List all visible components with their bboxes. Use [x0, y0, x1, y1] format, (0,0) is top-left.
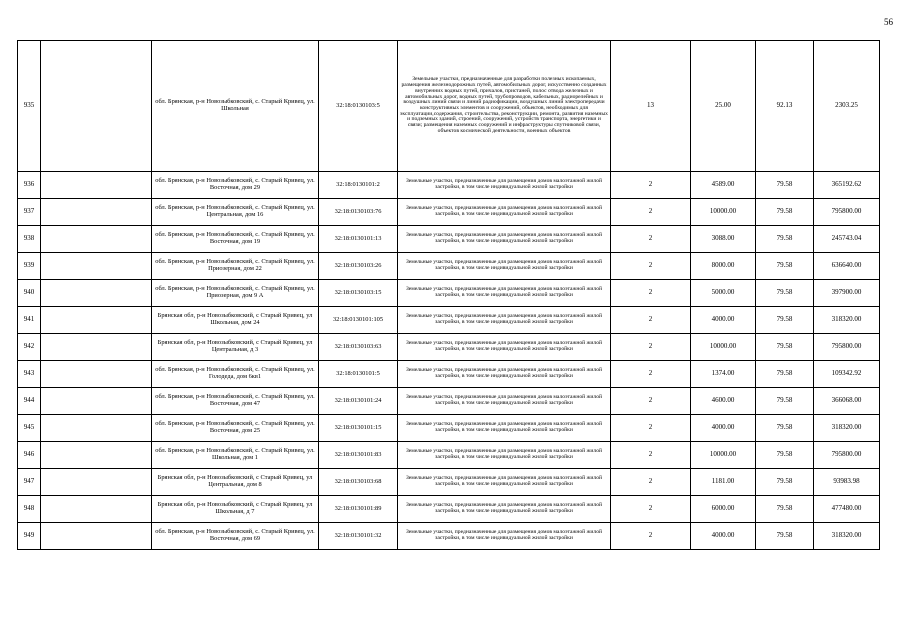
group-code-cell: 2	[611, 226, 691, 253]
row-number: 944	[18, 388, 41, 415]
group-code-cell: 2	[611, 334, 691, 361]
table-row	[18, 496, 880, 523]
table-row	[18, 172, 880, 199]
cadastral-number-cell: 32:18:0130103:15	[319, 280, 398, 307]
blank-cell	[41, 334, 152, 361]
row-number: 940	[18, 280, 41, 307]
land-use-cell: Земельные участки, предназначенные для размещения домов малоэтажной жилой застройки, в том числе индивидуальной жилой застройки	[398, 388, 611, 415]
address-cell: обл. Брянская, р-н Новозыбковский, с. Старый Кривец, ул. Восточная, дом 25	[152, 415, 319, 442]
row-number: 943	[18, 361, 41, 388]
address-cell: обл. Брянская, р-н Новозыбковский, с. Старый Кривец, ул. Восточная, дом 29	[152, 172, 319, 199]
row-number: 942	[18, 334, 41, 361]
blank-cell	[41, 496, 152, 523]
land-use-cell: Земельные участки, предназначенные для размещения домов малоэтажной жилой застройки, в том числе индивидуальной жилой застройки	[398, 307, 611, 334]
table-row	[18, 307, 880, 334]
land-use-cell: Земельные участки, предназначенные для размещения домов малоэтажной жилой застройки, в том числе индивидуальной жилой застройки	[398, 415, 611, 442]
row-number: 937	[18, 199, 41, 226]
table-row	[18, 388, 880, 415]
area-cell: 4000.00	[691, 415, 756, 442]
table-row	[18, 334, 880, 361]
area-cell: 4000.00	[691, 307, 756, 334]
row-number: 948	[18, 496, 41, 523]
land-use-cell: Земельные участки, предназначенные для размещения домов малоэтажной жилой застройки, в том числе индивидуальной жилой застройки	[398, 280, 611, 307]
row-number: 949	[18, 523, 41, 550]
specific-value-cell: 79.58	[756, 496, 814, 523]
row-number: 946	[18, 442, 41, 469]
group-code-cell: 2	[611, 388, 691, 415]
area-cell: 10000.00	[691, 442, 756, 469]
cadastral-number-cell: 32:18:0130101:15	[319, 415, 398, 442]
table-row	[18, 199, 880, 226]
blank-cell	[41, 172, 152, 199]
specific-value-cell: 79.58	[756, 388, 814, 415]
land-use-cell: Земельные участки, предназначенные для размещения домов малоэтажной жилой застройки, в том числе индивидуальной жилой застройки	[398, 496, 611, 523]
table-row	[18, 523, 880, 550]
address-cell: обл. Брянская, р-н Новозыбковский, с. Старый Кривец, ул. Школьная	[152, 41, 319, 172]
cadastral-number-cell: 32:18:0130101:2	[319, 172, 398, 199]
area-cell: 3088.00	[691, 226, 756, 253]
cadastral-value-cell: 366068.00	[814, 388, 880, 415]
specific-value-cell: 79.58	[756, 523, 814, 550]
land-use-cell: Земельные участки, предназначенные для размещения домов малоэтажной жилой застройки, в том числе индивидуальной жилой застройки	[398, 361, 611, 388]
address-cell: обл. Брянская, р-н Новозыбковский, с. Старый Кривец, ул. Восточная, дом 19	[152, 226, 319, 253]
row-number: 945	[18, 415, 41, 442]
group-code-cell: 2	[611, 496, 691, 523]
specific-value-cell: 79.58	[756, 199, 814, 226]
blank-cell	[41, 361, 152, 388]
cadastral-value-cell: 109342.92	[814, 361, 880, 388]
cadastral-number-cell: 32:18:0130103:5	[319, 41, 398, 172]
blank-cell	[41, 523, 152, 550]
table-row	[18, 469, 880, 496]
row-number: 939	[18, 253, 41, 280]
table-row	[18, 41, 880, 172]
blank-cell	[41, 226, 152, 253]
cadastral-value-cell: 318320.00	[814, 307, 880, 334]
address-cell: обл. Брянская, р-н Новозыбковский, с. Старый Кривец, ул. Центральная, дом 16	[152, 199, 319, 226]
land-use-cell: Земельные участки, предназначенные для размещения домов малоэтажной жилой застройки, в том числе индивидуальной жилой застройки	[398, 334, 611, 361]
table-row	[18, 226, 880, 253]
group-code-cell: 2	[611, 172, 691, 199]
specific-value-cell: 79.58	[756, 280, 814, 307]
blank-cell	[41, 199, 152, 226]
cadastral-number-cell: 32:18:0130101:32	[319, 523, 398, 550]
address-cell: обл. Брянская, р-н Новозыбковский, с. Старый Кривец, ул. Восточная, дом 47	[152, 388, 319, 415]
area-cell: 10000.00	[691, 199, 756, 226]
area-cell: 4589.00	[691, 172, 756, 199]
cadastral-value-cell: 795800.00	[814, 199, 880, 226]
land-use-cell: Земельные участки, предназначенные для размещения домов малоэтажной жилой застройки, в том числе индивидуальной жилой застройки	[398, 199, 611, 226]
cadastral-value-cell: 93983.98	[814, 469, 880, 496]
land-use-cell: Земельные участки, предназначенные для размещения домов малоэтажной жилой застройки, в том числе индивидуальной жилой застройки	[398, 442, 611, 469]
land-use-cell: Земельные участки, предназначенные для разработки полезных ископаемых, размещения железнодорожных путей, автомобильных дорог, искусственно созданных внутренних водных путей, причалов, пристаней, полос отвода железных и автомобильных дорог, водных путей, трубопроводов, кабельных, радиорелейных и воздушных линий связи и линий радиофикации, воздушных линий электропередачи конструктивных элементов и сооружений, объектов, необходимых для эксплуатации,содержания, строительства, реконструкции, ремонта, развития наземных и подземных зданий, строений, сооружений, устройств транспорта, энергетики и связи; размещения наземных сооружений и инфраструктуры спутниковой связи, объектов космической деятельности, военных объектов	[398, 41, 611, 172]
blank-cell	[41, 415, 152, 442]
blank-cell	[41, 41, 152, 172]
blank-cell	[41, 469, 152, 496]
cadastral-number-cell: 32:18:0130101:13	[319, 226, 398, 253]
group-code-cell: 13	[611, 41, 691, 172]
land-use-cell: Земельные участки, предназначенные для размещения домов малоэтажной жилой застройки, в том числе индивидуальной жилой застройки	[398, 253, 611, 280]
address-cell: обл. Брянская, р-н Новозыбковский, с. Старый Кривец, ул. Голодеда, дом 6кв1	[152, 361, 319, 388]
cadastral-number-cell: 32:18:0130103:26	[319, 253, 398, 280]
table-row	[18, 415, 880, 442]
group-code-cell: 2	[611, 523, 691, 550]
blank-cell	[41, 388, 152, 415]
specific-value-cell: 79.58	[756, 442, 814, 469]
group-code-cell: 2	[611, 361, 691, 388]
address-cell: обл. Брянская, р-н Новозыбковский, с. Старый Кривец, ул. Восточная, дом 69	[152, 523, 319, 550]
cadastral-value-cell: 318320.00	[814, 523, 880, 550]
group-code-cell: 2	[611, 253, 691, 280]
page-number: 56	[884, 17, 893, 27]
cadastral-number-cell: 32:18:0130101:89	[319, 496, 398, 523]
table-body	[18, 41, 880, 550]
blank-cell	[41, 253, 152, 280]
area-cell: 1374.00	[691, 361, 756, 388]
area-cell: 4000.00	[691, 523, 756, 550]
specific-value-cell: 79.58	[756, 469, 814, 496]
group-code-cell: 2	[611, 280, 691, 307]
group-code-cell: 2	[611, 307, 691, 334]
table-row	[18, 361, 880, 388]
cadastral-number-cell: 32:18:0130101:24	[319, 388, 398, 415]
blank-cell	[41, 280, 152, 307]
row-number: 935	[18, 41, 41, 172]
specific-value-cell: 79.58	[756, 415, 814, 442]
address-cell: Брянская обл, р-н Новозыбковский, с Старый Кривец, ул Центральная, дом 8	[152, 469, 319, 496]
specific-value-cell: 79.58	[756, 334, 814, 361]
area-cell: 8000.00	[691, 253, 756, 280]
group-code-cell: 2	[611, 199, 691, 226]
cadastral-number-cell: 32:18:0130101:5	[319, 361, 398, 388]
specific-value-cell: 79.58	[756, 253, 814, 280]
cadastral-value-cell: 245743.04	[814, 226, 880, 253]
address-cell: обл. Брянская, р-н Новозыбковский, с. Старый Кривец, ул. Приозерная, дом 9 А	[152, 280, 319, 307]
cadastral-number-cell: 32:18:0130101:83	[319, 442, 398, 469]
specific-value-cell: 92.13	[756, 41, 814, 172]
cadastral-number-cell: 32:18:0130103:68	[319, 469, 398, 496]
table-row	[18, 442, 880, 469]
area-cell: 1181.00	[691, 469, 756, 496]
table-row	[18, 280, 880, 307]
cadastral-number-cell: 32:18:0130103:76	[319, 199, 398, 226]
cadastral-value-cell: 795800.00	[814, 334, 880, 361]
cadastral-value-cell: 397900.00	[814, 280, 880, 307]
land-registry-table	[17, 40, 880, 550]
area-cell: 4600.00	[691, 388, 756, 415]
address-cell: обл. Брянская, р-н Новозыбковский, с. Старый Кривец, ул. Школьная, дом 1	[152, 442, 319, 469]
row-number: 941	[18, 307, 41, 334]
row-number: 938	[18, 226, 41, 253]
specific-value-cell: 79.58	[756, 172, 814, 199]
row-number: 936	[18, 172, 41, 199]
table-row	[18, 253, 880, 280]
address-cell: Брянская обл, р-н Новозыбковский, с Старый Кривец, ул Школьная, дом 24	[152, 307, 319, 334]
blank-cell	[41, 442, 152, 469]
cadastral-value-cell: 795800.00	[814, 442, 880, 469]
specific-value-cell: 79.58	[756, 307, 814, 334]
land-use-cell: Земельные участки, предназначенные для размещения домов малоэтажной жилой застройки, в том числе индивидуальной жилой застройки	[398, 172, 611, 199]
group-code-cell: 2	[611, 415, 691, 442]
area-cell: 25.00	[691, 41, 756, 172]
specific-value-cell: 79.58	[756, 226, 814, 253]
blank-cell	[41, 307, 152, 334]
address-cell: обл. Брянская, р-н Новозыбковский, с. Старый Кривец, ул. Приозерная, дом 22	[152, 253, 319, 280]
cadastral-value-cell: 365192.62	[814, 172, 880, 199]
cadastral-number-cell: 32:18:0130103:63	[319, 334, 398, 361]
address-cell: Брянская обл, р-н Новозыбковский, с Старый Кривец, ул Центральная, д 3	[152, 334, 319, 361]
cadastral-value-cell: 636640.00	[814, 253, 880, 280]
specific-value-cell: 79.58	[756, 361, 814, 388]
land-use-cell: Земельные участки, предназначенные для размещения домов малоэтажной жилой застройки, в том числе индивидуальной жилой застройки	[398, 226, 611, 253]
group-code-cell: 2	[611, 469, 691, 496]
land-use-cell: Земельные участки, предназначенные для размещения домов малоэтажной жилой застройки, в том числе индивидуальной жилой застройки	[398, 523, 611, 550]
cadastral-value-cell: 477480.00	[814, 496, 880, 523]
cadastral-number-cell: 32:18:0130101:105	[319, 307, 398, 334]
area-cell: 6000.00	[691, 496, 756, 523]
area-cell: 5000.00	[691, 280, 756, 307]
address-cell: Брянская обл, р-н Новозыбковский, с Старый Кривец, ул Школьная, д 7	[152, 496, 319, 523]
land-use-cell: Земельные участки, предназначенные для размещения домов малоэтажной жилой застройки, в том числе индивидуальной жилой застройки	[398, 469, 611, 496]
group-code-cell: 2	[611, 442, 691, 469]
cadastral-value-cell: 2303.25	[814, 41, 880, 172]
cadastral-value-cell: 318320.00	[814, 415, 880, 442]
area-cell: 10000.00	[691, 334, 756, 361]
row-number: 947	[18, 469, 41, 496]
